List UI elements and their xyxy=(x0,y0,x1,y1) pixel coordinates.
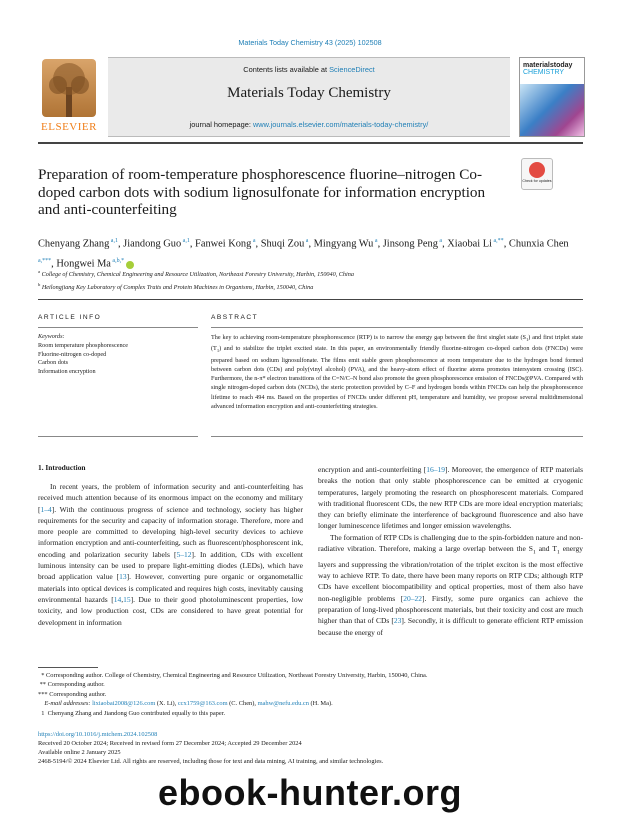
article-metadata xyxy=(38,730,583,766)
footnotes xyxy=(38,671,583,718)
check-for-updates-button[interactable] xyxy=(521,158,553,190)
watermark: ebook-hunter.org xyxy=(158,772,462,813)
citation-link[interactable]: 15 xyxy=(123,594,131,604)
contents-line xyxy=(108,65,510,74)
keywords-label: Keywords: xyxy=(38,333,65,340)
affiliation-a xyxy=(38,267,583,280)
article-info-rule xyxy=(38,327,198,328)
footnote-rule xyxy=(38,667,98,668)
author-name[interactable]: Shuqi Zou xyxy=(260,238,305,250)
journal-cover xyxy=(519,57,585,137)
author-name[interactable]: Chunxia Chen xyxy=(508,238,569,250)
author-name[interactable]: Mingyang Wu xyxy=(313,238,374,250)
citation-link[interactable]: 13 xyxy=(119,572,127,582)
author-affiliation-mark[interactable]: a,1 xyxy=(181,238,190,244)
citation-link[interactable]: 1–4 xyxy=(40,504,52,514)
article-info-bottom-rule xyxy=(38,436,198,437)
elsevier-wordmark: ELSEVIER xyxy=(41,121,97,133)
citation-link[interactable]: 5–12 xyxy=(176,549,192,559)
author-affiliation-mark[interactable]: a xyxy=(437,238,443,244)
affiliation-mark: a xyxy=(38,269,41,274)
footnote xyxy=(38,671,583,680)
abstract-part: ) and to stabilize the triplet excited state. In this paper, an environmentally friendly fluorine-nitrogen co-doped carbon dots (FNCDs) were prepared based on sodium lignosulfonate. The films emit stable green phosphorescence at room temperature due to the hydrogen bond formed between carbon dots (CDs) and poly(vinyl alcohol) (PVA), and the heavy-atom effect of fluorine atoms promotes intersystem crossing (ISC). Furthermore, the n-π* electron transitions of the C=N/C–N bond also promote the green phosphorescence emission of FNCDs@PVA. Compared with single nitrogen-doped carbon dots (NCDs), the steric protection provided by C–F and hydrogen bonds within FNCDs can help the phosphorescence lifetime to reach 494 ms. Based on the properties of FNCDs under different pH, temperature and humidity, we propose several multidimensional advanced information encryption and anti-counterfeiting strategies. xyxy=(211,345,583,410)
author-affiliation-mark[interactable]: a xyxy=(304,238,309,244)
intro-paragraph: The formation of RTP CDs is challenging due to the spin-forbidden nature and non-radiative vibration. Therefore, making a large overlap between the $S_1$ and $T_1$ energy layers and suppressing the vibration/rotation of the triplet exciton is the most effective way to achieve RTP. To date, there have been many reports on RTP CDs; although RTP CDs have excellent biocompatibility and optical properties, most of them also have non-negligible problems [20–22]. Firstly, some pure organics can achieve the preparation of long-lived phosphorescent materials, but their toxicity and cost are much higher than that of CDs [23]. Secondly, it is difficult to generate efficient RTP emission because the energy of xyxy=(318,532,584,637)
abstract-text xyxy=(211,333,583,411)
footnote-mark: ** xyxy=(39,681,46,689)
contents-prefix: Contents lists available at xyxy=(243,65,330,74)
cover-title xyxy=(523,62,572,76)
citation-link[interactable]: 23 xyxy=(393,616,402,626)
keywords-block xyxy=(38,333,198,377)
equal-contribution-note xyxy=(38,709,583,718)
received-dates: Received 20 October 2024; Received in revised form 27 December 2024; Accepted 29 December 2024 xyxy=(38,740,302,747)
affiliation-text: Heilongjiang Key Laboratory of Complex Traits and Protein Machines in Organisms, Harbin, 150040, China xyxy=(41,284,314,292)
cover-art-image xyxy=(520,84,584,136)
email-owner: (X. Li), xyxy=(155,700,178,708)
homepage-line xyxy=(108,120,510,129)
keyword-item: Carbon dots xyxy=(38,359,69,367)
sciencedirect-link[interactable]: ScienceDirect xyxy=(329,65,375,74)
available-online: Available online 2 January 2025 xyxy=(38,749,121,756)
homepage-prefix: journal homepage: xyxy=(189,120,253,129)
cover-title-line1: materialstoday xyxy=(523,62,573,69)
affiliations xyxy=(38,267,583,293)
section-divider xyxy=(38,299,583,300)
footnote-mark: * xyxy=(41,672,45,679)
footnote-text: Corresponding author. xyxy=(49,690,107,698)
author-affiliation-mark[interactable]: a,1 xyxy=(109,238,118,244)
footnote-mark: *** xyxy=(38,690,48,698)
article-title: Preparation of room-temperature phosphorescence fluorine–nitrogen Co-doped carbon dots with sodium lignosulfonate for information encryption and anti-counterfeiting xyxy=(38,166,486,219)
article-info-heading: ARTICLE INFO xyxy=(38,314,102,321)
abstract-heading: ABSTRACT xyxy=(211,314,259,321)
author-affiliation-mark[interactable]: a,*** xyxy=(38,258,52,265)
abstract-rule xyxy=(211,327,583,328)
keyword-item: Information encryption xyxy=(38,368,96,376)
doi-link[interactable]: https://doi.org/10.1016/j.mtchem.2024.102508 xyxy=(38,731,158,738)
author-affiliation-mark[interactable]: a,b,* xyxy=(110,258,125,265)
footnote-text: Corresponding author. College of Chemistry, Chemical Engineering and Resource Utilization, Northeast Forestry University, Harbin, 150040, China. xyxy=(46,672,428,679)
citation-link[interactable]: 20–22 xyxy=(403,593,422,603)
email-link[interactable]: mahw@nefu.edu.cn xyxy=(257,700,309,708)
affiliation-text: College of Chemistry, Chemical Engineering and Resource Utilization, Northeast Forestry University, Harbin, 150040, China xyxy=(41,271,354,279)
author-name[interactable]: Chenyang Zhang xyxy=(38,238,110,250)
author-name[interactable]: Jiandong Guo xyxy=(123,238,182,250)
footnote xyxy=(38,680,583,689)
abstract-part: ) and first triplet state (T xyxy=(211,334,583,353)
elsevier-logo xyxy=(38,57,100,135)
author-name[interactable]: Xiaobai Li xyxy=(447,238,493,250)
copyright: 2468-5194/© 2024 Elsevier Ltd. All rights are reserved, including those for text and data mining, AI training, and similar technologies. xyxy=(38,758,384,765)
header-divider xyxy=(38,142,583,144)
journal-title: Materials Today Chemistry xyxy=(227,85,391,101)
abstract-part: The key to achieving room-temperature phosphorescence (RTP) is to narrow the energy gap between the first singlet state (S xyxy=(211,334,526,341)
author-list: Chenyang Zhang $^{a,1}$, Jiandong Guo $^{a,1}$, Fanwei Kong $^a$, Shuqi Zou $^a$, Mingyang Wu $^a$, Jinsong Peng $^a$, Xiaobai Li $^{a,**}$, Chunxia Chen $^{a,***}$, Hongwei Ma $^{a,b,*}$ xyxy=(38,238,569,270)
author-name[interactable]: Hongwei Ma xyxy=(56,258,111,270)
keyword-item: Room temperature phosphorescence xyxy=(38,341,129,349)
journal-reference[interactable]: Materials Today Chemistry 43 (2025) 102508 xyxy=(238,38,382,47)
footnote-mark: 1 xyxy=(41,709,45,717)
abstract-subscript: 1 xyxy=(525,337,529,343)
author-name[interactable]: Fanwei Kong xyxy=(195,238,252,250)
email-owner: (H. Ma). xyxy=(308,700,333,708)
elsevier-tree-icon xyxy=(42,59,96,117)
citation-link[interactable]: 16–19 xyxy=(426,465,446,474)
abstract-subscript: 1 xyxy=(216,348,220,354)
author-name[interactable]: Jinsong Peng xyxy=(382,238,438,250)
affiliation-b xyxy=(38,280,583,293)
footnote-text: Corresponding author. xyxy=(47,681,105,689)
author-affiliation-mark[interactable]: a xyxy=(373,238,378,244)
check-updates-label: Check for updates xyxy=(522,179,552,183)
email-addresses xyxy=(38,699,583,708)
author-affiliation-mark[interactable]: a,** xyxy=(492,238,504,244)
footnote xyxy=(38,690,583,699)
email-owner: (C. Chen), xyxy=(227,700,258,708)
check-updates-icon xyxy=(529,162,545,178)
affiliation-mark: b xyxy=(38,282,41,288)
email-link[interactable]: ccx1759@163.com xyxy=(177,700,228,708)
intro-left-column: In recent years, the problem of information security and anti-counterfeiting has received much attention because of its enormous impact on the economy and military [1–4]. With the continuous progress of science and technology, society has higher requirements for the security and capacity of information storage. Therefore, more and more people are committed to developing high-level security devices to achieve information encryption and anti-counterfeiting, such as fluorescent/phosphorescent ink, encoding and polarization security labels [5–12]. In addition, CDs with excellent luminous intensity can be used to prepare light-emitting diodes (LEDs), which have broad application value [13]. However, converting pure organic or organometallic materials into optical devices is complicated and requires high costs, inevitably causing environmental hazards [14,15]. Due to their good photoluminescent properties, low toxicity, and low production cost, CDs are considered to have great potential for development in information xyxy=(38,482,303,627)
subscript: 1 xyxy=(556,549,560,556)
keyword-item: Fluorine-nitrogen co-doped xyxy=(38,350,107,358)
intro-paragraph: encryption and anti-counterfeiting [16–19]. Moreover, the emergence of RTP materials breaks the notion that only stable phosphorescence can be emitted at cryogenic temperatures, largely promoting the research on phosphorescent materials. Compared with traditional fluorescent CDs, the new RTP CDs are more ideal encryption materials; they can briefly eliminate the interference of background fluorescence and also have longer luminescence lifetimes and longer emission wavelengths. xyxy=(318,465,583,531)
journal-masthead xyxy=(38,57,583,139)
cover-title-line2: CHEMISTRY xyxy=(523,69,565,76)
subscript: 1 xyxy=(532,549,536,556)
masthead-banner xyxy=(108,57,510,137)
abstract-bottom-rule xyxy=(211,436,583,437)
journal-homepage-link[interactable]: www.journals.elsevier.com/materials-today-chemistry/ xyxy=(252,120,429,129)
email-label: E-mail addresses: xyxy=(44,700,93,708)
author-affiliation-mark[interactable]: a xyxy=(251,238,256,244)
introduction-heading: 1. Introduction xyxy=(38,463,86,472)
footnote-text: Chenyang Zhang and Jiandong Guo contributed equally to this paper. xyxy=(47,709,226,717)
citation-link[interactable]: 14 xyxy=(113,594,122,604)
intro-right-column xyxy=(318,464,583,638)
email-link[interactable]: lixiaobai2008@126.com xyxy=(92,700,156,708)
